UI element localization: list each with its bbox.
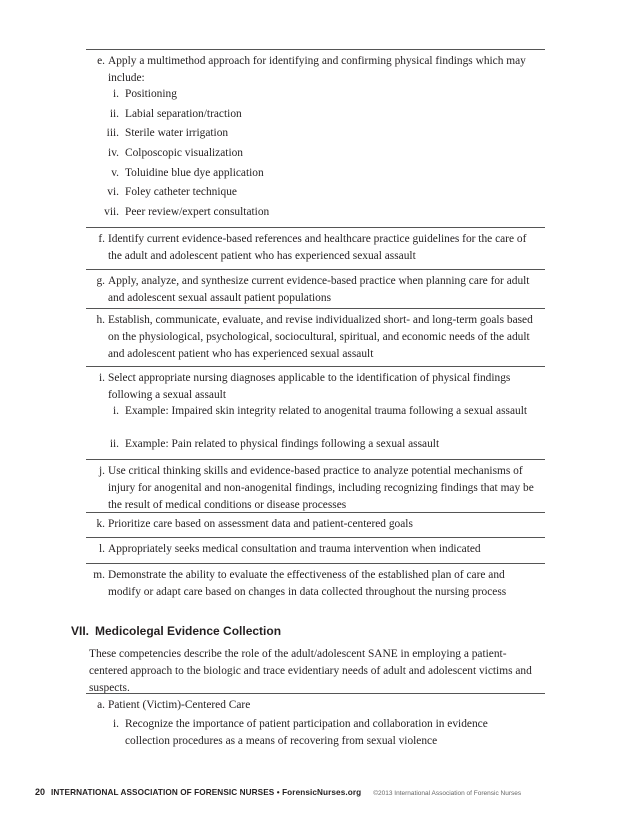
sub-item-text: Sterile water irrigation	[125, 127, 229, 139]
item-text: Demonstrate the ability to evaluate the effectiveness of the established plan of care and modify or adapt care based on changes in data collected throughout the nursing process	[108, 569, 507, 598]
divider	[86, 227, 545, 228]
page-footer	[35, 787, 521, 797]
sub-item-label: i.	[112, 405, 119, 417]
sub-item-label: ii.	[109, 438, 119, 450]
item-label: g.	[96, 275, 105, 287]
page-number: 20	[35, 787, 46, 797]
item-label: e.	[97, 55, 105, 67]
list-item-h	[88, 312, 540, 362]
divider	[86, 308, 545, 309]
item-label: j.	[98, 465, 105, 477]
item-label: m.	[93, 569, 105, 581]
divider	[86, 366, 545, 367]
section-number: VII.	[70, 624, 89, 638]
sub-item	[102, 86, 534, 103]
list-item-j	[88, 463, 540, 513]
divider	[86, 563, 545, 564]
divider	[86, 269, 545, 270]
item-label: k.	[96, 518, 105, 530]
item-text: Establish, communicate, evaluate, and revise individualized short- and long-term goals based on the physiological, psychological, sociocultural, spiritual, and economic needs of the adult and adolescent patient who has experienced sexual assault	[108, 314, 533, 360]
item-text: Appropriately seeks medical consultation and trauma intervention when indicated	[108, 543, 481, 555]
item-text: Apply, analyze, and synthesize current evidence-based practice when planning care for adult and adolescent sexual assault patient populations	[108, 275, 530, 304]
item-label: l.	[98, 543, 105, 555]
sub-item-text: Positioning	[125, 88, 177, 100]
divider	[86, 537, 545, 538]
item-text: Use critical thinking skills and evidence-based practice to analyze potential mechanisms of injury for anogenital and non-anogenital findings, including recognizing findings that may be the result of medical conditions or disease processes	[108, 465, 534, 511]
sub-item	[102, 716, 534, 750]
list-item-e	[88, 53, 540, 87]
list-item-f	[88, 231, 540, 265]
sub-item	[102, 165, 534, 182]
sub-item-label: i.	[112, 88, 119, 100]
divider	[86, 512, 545, 513]
sub-item	[102, 145, 534, 162]
item-text: Patient (Victim)-Centered Care	[108, 699, 251, 711]
section-intro: These competencies describe the role of the adult/adolescent SANE in employing a patient-centered approach to the biologic and trace evidentiary needs of adult and adolescent victims and suspects.	[89, 648, 532, 694]
sub-item-text: Peer review/expert consultation	[125, 206, 270, 218]
sub-item-label: iii.	[106, 127, 119, 139]
sub-item-text: Example: Impaired skin integrity related to anogenital trauma following a sexual assault	[125, 405, 528, 417]
sub-item	[102, 125, 534, 142]
divider	[86, 459, 545, 460]
list-item-i	[88, 370, 540, 404]
item-text: Select appropriate nursing diagnoses applicable to the identification of physical findings following a sexual assault	[108, 372, 511, 401]
sub-item-text: Foley catheter technique	[125, 186, 237, 198]
sub-item-text: Toluidine blue dye application	[125, 167, 264, 179]
sub-item-text: Colposcopic visualization	[125, 147, 243, 159]
list-item-a	[88, 697, 540, 714]
item-label: h.	[96, 314, 105, 326]
footer-organization: INTERNATIONAL ASSOCIATION OF FORENSIC NURSES • ForensicNurses.org	[51, 788, 362, 797]
sub-item	[102, 436, 534, 453]
sub-item-text: Labial separation/traction	[125, 108, 242, 120]
item-text: Apply a multimethod approach for identifying and confirming physical findings which may include:	[108, 55, 526, 84]
footer-copyright: ©2013 International Association of Forensic Nurses	[373, 790, 522, 797]
sub-item	[102, 204, 534, 221]
item-label: i.	[98, 372, 105, 384]
item-label: f.	[98, 233, 105, 245]
sub-item-label: i.	[112, 718, 119, 730]
sub-item-label: v.	[111, 167, 119, 179]
item-text: Prioritize care based on assessment data and patient-centered goals	[108, 518, 413, 530]
list-item-l	[88, 541, 540, 558]
item-label: a.	[97, 699, 105, 711]
section-heading	[56, 624, 281, 638]
list-item-k	[88, 516, 540, 533]
sub-item	[102, 106, 534, 123]
sub-item-label: ii.	[109, 108, 119, 120]
item-text: Identify current evidence-based references and healthcare practice guidelines for the care of the adult and adolescent patient who has experienced sexual assault	[108, 233, 527, 262]
list-item-m	[88, 567, 540, 601]
section-title: Medicolegal Evidence Collection	[95, 624, 282, 638]
divider	[86, 693, 545, 694]
sub-item-text: Recognize the importance of patient participation and collaboration in evidence collection procedures as a means of recovering from sexual violence	[125, 718, 488, 747]
divider	[86, 49, 545, 50]
sub-item-label: vi.	[107, 186, 119, 198]
sub-item-label: vii.	[104, 206, 119, 218]
sub-item-label: iv.	[108, 147, 119, 159]
list-item-g	[88, 273, 540, 307]
sub-item	[102, 403, 534, 420]
sub-item-text: Example: Pain related to physical findings following a sexual assault	[125, 438, 440, 450]
sub-item	[102, 184, 534, 201]
